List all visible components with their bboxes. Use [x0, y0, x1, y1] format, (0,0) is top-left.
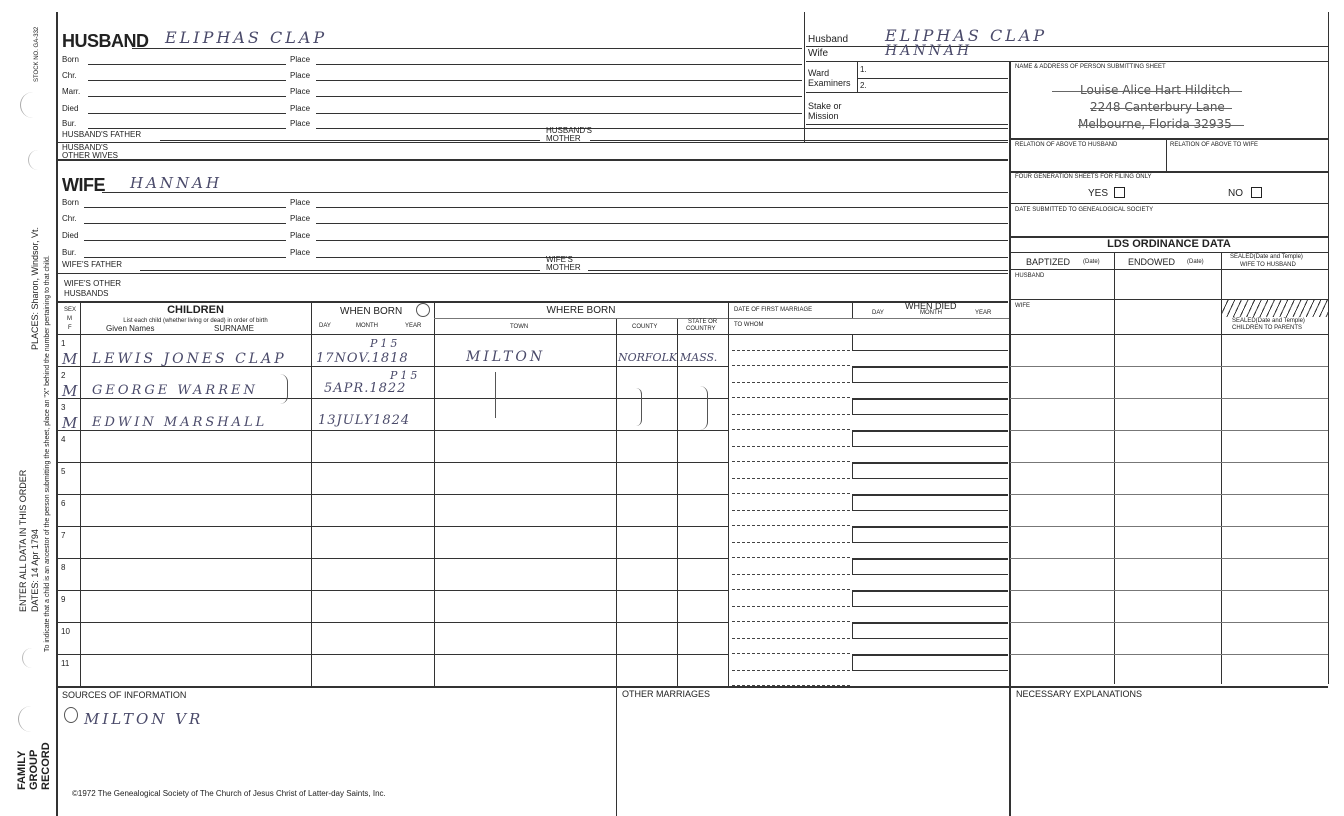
row-divider: [1010, 526, 1328, 527]
died-box-edge: [852, 367, 853, 383]
child-number: 1: [61, 339, 66, 348]
footer-divider: [616, 686, 617, 816]
child-1-name[interactable]: LEWIS JONES CLAP: [92, 351, 287, 367]
child-1-county[interactable]: NORFOLK: [618, 351, 678, 364]
marriage-date-line: [732, 414, 850, 415]
died-date-line: [852, 638, 1008, 639]
row-divider: [58, 526, 728, 527]
divider: [806, 124, 1008, 125]
divider: [1010, 138, 1328, 140]
place-line: [316, 96, 802, 97]
wife-name-value[interactable]: HANNAH: [130, 174, 223, 192]
relation-wife-label: RELATION OF ABOVE TO WIFE: [1170, 142, 1259, 148]
places-note: PLACES: Sharon, Windsor, Vt.: [30, 226, 40, 350]
wife-father-label: WIFE'S FATHER: [62, 260, 123, 269]
when-born-label: WHEN BORN: [340, 306, 403, 317]
header-wife-label: Wife: [808, 48, 828, 59]
date-line: [88, 128, 286, 129]
sex-label: SEX: [64, 307, 77, 313]
wife-heading: WIFE: [62, 175, 105, 195]
husband-other-wives-label-1: HUSBAND'S: [62, 143, 108, 152]
husband-father-line: [160, 140, 540, 141]
baptized-date-label: (Date): [1083, 259, 1100, 265]
strike-through: [1090, 108, 1232, 109]
column-divider: [728, 302, 729, 688]
submitter-line-1[interactable]: Louise Alice Hart Hilditch: [1080, 83, 1231, 97]
wife-died-label: Died: [62, 231, 79, 240]
copyright: ©1972 The Genealogical Society of The Church of Jesus Christ of Latter-day Saints, Inc.: [72, 789, 386, 798]
place-label: Place: [290, 248, 311, 257]
row-divider: [852, 366, 1008, 368]
died-date-line: [852, 670, 1008, 671]
other-marriages-label: OTHER MARRIAGES: [622, 689, 711, 699]
born-year-label: YEAR: [405, 323, 422, 329]
died-day-label: DAY: [872, 310, 884, 316]
divider: [1010, 252, 1328, 253]
state-label-2: COUNTRY: [686, 326, 716, 332]
row-divider: [852, 494, 1008, 496]
sealed-children-label-2: CHILDREN TO PARENTS: [1232, 325, 1303, 331]
child-number: 4: [61, 435, 66, 444]
divider: [806, 61, 1328, 62]
date-line: [88, 64, 286, 65]
died-box-edge: [852, 399, 853, 415]
place-line: [316, 257, 1008, 258]
husband-heading: HUSBAND: [62, 31, 149, 51]
stock-number: STOCK NO. GA-332: [34, 26, 40, 82]
child-number: 5: [61, 467, 66, 476]
wife-mother-label-2: MOTHER: [546, 263, 581, 272]
ditto-mark: [280, 374, 288, 404]
submitter-label: NAME & ADDRESS OF PERSON SUBMITTING SHEET: [1015, 64, 1166, 70]
divider: [58, 159, 1008, 161]
husband-died-label: Died: [62, 104, 79, 113]
place-line: [316, 80, 802, 81]
row-divider: [852, 558, 1008, 560]
child-number: 3: [61, 403, 66, 412]
died-month-label: MONTH: [920, 310, 942, 316]
died-box-edge: [852, 495, 853, 511]
children-list-note: List each child (whether living or dead) in order of birth: [123, 318, 268, 324]
right-column-border: [1009, 62, 1011, 816]
died-date-line: [852, 606, 1008, 607]
child-2-born[interactable]: 5APR.1822: [324, 381, 407, 396]
marriage-date-line: [732, 670, 850, 671]
ditto-mark: [490, 372, 496, 418]
row-divider: [852, 398, 1008, 400]
enter-all-note: ENTER ALL DATA IN THIS ORDER: [18, 469, 28, 612]
spouse-line: [732, 525, 850, 526]
husband-father-label: HUSBAND'S FATHER: [62, 130, 142, 139]
place-label: Place: [290, 55, 311, 64]
row-divider: [852, 654, 1008, 656]
child-2-name[interactable]: GEORGE WARREN: [92, 383, 258, 398]
endowed-date-label: (Date): [1187, 259, 1204, 265]
died-box-edge: [852, 463, 853, 479]
child-number: 10: [61, 627, 70, 636]
divider: [434, 318, 728, 319]
spouse-line: [732, 621, 850, 622]
four-gen-label: FOUR GENERATION SHEETS FOR FILING ONLY: [1015, 174, 1152, 180]
wife-mother-label-1: WIFE'S: [546, 255, 573, 264]
wife-chr-label: Chr.: [62, 214, 77, 223]
child-1-sex[interactable]: M: [62, 350, 81, 368]
endowed-label: ENDOWED: [1128, 257, 1175, 267]
given-names-label: Given Names: [106, 324, 155, 333]
place-label: Place: [290, 231, 311, 240]
submitter-line-3[interactable]: Melbourne, Florida 32935: [1078, 117, 1232, 131]
died-box-edge: [852, 623, 853, 639]
column-divider: [311, 302, 312, 688]
place-label: Place: [290, 87, 311, 96]
wife-bur-label: Bur.: [62, 248, 77, 257]
divider: [58, 334, 1328, 335]
died-date-line: [852, 478, 1008, 479]
divider: [58, 142, 1008, 143]
strike-through: [1052, 91, 1242, 92]
date-line: [84, 257, 286, 258]
place-label: Place: [290, 119, 311, 128]
form-title-3: RECORD: [40, 742, 52, 790]
marriage-date-line: [732, 478, 850, 479]
relation-husband-label: RELATION OF ABOVE TO HUSBAND: [1015, 142, 1118, 148]
dates-note: DATES: 14 Apr 1794: [30, 529, 40, 612]
marriage-date-line: [732, 510, 850, 511]
husband-marr-label: Marr.: [62, 87, 81, 96]
when-died-label: WHEN DIED: [905, 301, 957, 311]
spouse-line: [732, 429, 850, 430]
county-label: COUNTY: [632, 324, 658, 330]
sealed-wife-label-1: SEALED(Date and Temple): [1230, 254, 1303, 260]
children-heading: CHILDREN: [167, 304, 224, 316]
sealed-wife-label-2: WIFE TO HUSBAND: [1240, 262, 1296, 268]
place-line: [316, 64, 802, 65]
date-line: [88, 113, 286, 114]
column-divider: [852, 302, 853, 319]
row-divider: [58, 558, 728, 559]
column-divider: [616, 318, 617, 688]
binder-hole-mark: [22, 648, 32, 668]
strike-through: [1078, 125, 1244, 126]
yes-label: YES: [1088, 188, 1109, 199]
header-husband-value[interactable]: ELIPHAS CLAP: [885, 26, 1048, 45]
column-divider: [434, 302, 435, 688]
row-divider: [1010, 398, 1328, 399]
child-number: 11: [61, 659, 70, 668]
circle-mark: [64, 707, 78, 723]
row-divider: [58, 622, 728, 623]
place-label: Place: [290, 71, 311, 80]
lds-column-divider: [1114, 252, 1115, 684]
row-divider: [1010, 462, 1328, 463]
row-divider: [1010, 654, 1328, 655]
examiner-1: 1.: [860, 65, 867, 74]
child-1-town[interactable]: MILTON: [466, 349, 546, 365]
necessary-explanations-label: NECESSARY EXPLANATIONS: [1016, 689, 1143, 699]
place-line: [316, 128, 1008, 129]
first-marriage-label: DATE OF FIRST MARRIAGE: [734, 307, 813, 313]
husband-other-wives-label-2: OTHER WIVES: [62, 151, 119, 160]
child-1-state[interactable]: MASS.: [680, 351, 718, 364]
husband-bur-label: Bur.: [62, 119, 77, 128]
husband-name-value[interactable]: ELIPHAS CLAP: [165, 28, 328, 47]
row-divider: [1010, 590, 1328, 591]
marriage-date-line: [732, 446, 850, 447]
sealed-children-label-1: SEALED(Date and Temple): [1232, 318, 1305, 324]
died-date-line: [852, 542, 1008, 543]
child-number: 2: [61, 371, 66, 380]
spouse-line: [732, 557, 850, 558]
column-divider: [677, 318, 678, 688]
wife-born-label: Born: [62, 198, 79, 207]
surname-label: SURNAME: [214, 324, 255, 333]
row-divider: [1010, 366, 1328, 367]
husband-mother-label-1: HUSBAND'S: [546, 126, 592, 135]
child-number: 6: [61, 499, 66, 508]
marriage-date-line: [732, 382, 850, 383]
husband-born-label: Born: [62, 55, 79, 64]
lds-husband-label: HUSBAND: [1015, 273, 1045, 279]
row-divider: [852, 622, 1008, 624]
row-divider: [1010, 494, 1328, 495]
divider: [1166, 139, 1167, 171]
died-box-edge: [852, 591, 853, 607]
row-divider: [58, 398, 728, 399]
row-divider: [58, 462, 728, 463]
marriage-date-line: [732, 542, 850, 543]
binder-hole-mark: [28, 150, 38, 170]
divider: [58, 273, 1008, 274]
child-number: 7: [61, 531, 66, 540]
died-box-edge: [852, 431, 853, 447]
divider: [858, 78, 1008, 79]
child-2-sex[interactable]: M: [62, 382, 81, 400]
child-1-born[interactable]: 17NOV.1818: [316, 351, 409, 366]
child-3-name[interactable]: EDWIN MARSHALL: [92, 415, 268, 430]
died-box-edge: [852, 559, 853, 575]
place-label: Place: [290, 104, 311, 113]
binder-hole-mark: [20, 92, 34, 118]
place-label: Place: [290, 198, 311, 207]
spouse-line: [732, 365, 850, 366]
died-box-edge: [852, 655, 853, 671]
wife-other-husbands-label-1: WIFE'S OTHER: [64, 279, 122, 288]
wife-other-husbands-label-2: HUSBANDS: [64, 289, 109, 298]
child-number: 8: [61, 563, 66, 572]
header-wife-value[interactable]: HANNAH: [885, 43, 973, 59]
born-day-label: DAY: [319, 323, 331, 329]
divider: [806, 92, 1008, 93]
examiner-2: 2.: [860, 81, 867, 90]
row-divider: [1010, 558, 1328, 559]
husband-mother-label-2: MOTHER: [546, 134, 581, 143]
husband-chr-label: Chr.: [62, 71, 77, 80]
row-divider: [58, 494, 728, 495]
row-divider: [58, 590, 728, 591]
died-date-line: [852, 414, 1008, 415]
row-divider: [58, 654, 728, 655]
child-2-born-note[interactable]: P15: [390, 369, 421, 382]
wife-mother-line: [588, 270, 1008, 271]
date-submitted-label: DATE SUBMITTED TO GENEALOGICAL SOCIETY: [1015, 207, 1154, 213]
no-checkbox[interactable]: [1251, 187, 1262, 198]
yes-checkbox[interactable]: [1114, 187, 1125, 198]
born-month-label: MONTH: [356, 323, 378, 329]
lds-title: LDS ORDINANCE DATA: [1107, 238, 1231, 250]
child-1-born-note[interactable]: P15: [370, 337, 401, 350]
divider: [857, 62, 858, 92]
lds-wife-label: WIFE: [1015, 303, 1030, 309]
child-number: 9: [61, 595, 66, 604]
sex-m-label: M: [67, 316, 72, 322]
place-line: [316, 240, 1008, 241]
sex-f-label: F: [68, 325, 72, 331]
died-date-line: [852, 446, 1008, 447]
form-title-2: GROUP: [28, 749, 40, 790]
wife-father-line: [140, 270, 540, 271]
where-born-label: WHERE BORN: [546, 305, 616, 316]
form-left-border: [56, 12, 58, 816]
marriage-date-line: [732, 606, 850, 607]
submitter-line-2[interactable]: 2248 Canterbury Lane: [1090, 100, 1225, 114]
place-label: Place: [290, 214, 311, 223]
husband-mother-line: [590, 140, 1008, 141]
header-right-divider: [804, 12, 805, 142]
spouse-line: [732, 397, 850, 398]
divider: [58, 686, 1328, 688]
ward-label: Ward: [808, 68, 830, 78]
died-date-line: [852, 350, 1008, 351]
wife-name-line: [102, 192, 1008, 193]
marriage-date-line: [732, 638, 850, 639]
stake-label-2: Mission: [808, 111, 839, 121]
form-right-border: [1328, 12, 1329, 684]
divider: [1010, 269, 1328, 270]
form-title-1: FAMILY: [16, 750, 28, 790]
row-divider: [852, 526, 1008, 528]
divider: [1010, 171, 1328, 173]
row-divider: [852, 590, 1008, 592]
no-label: NO: [1228, 188, 1243, 199]
sources-label: SOURCES OF INFORMATION: [62, 690, 187, 700]
place-line: [316, 223, 1008, 224]
ancestor-instruction: To indicate that a child is an ancestor of the person submitting the sheet, place an "X" behind the number pertaining to that child.: [44, 255, 51, 652]
row-divider: [1010, 430, 1328, 431]
row-divider: [1010, 622, 1328, 623]
row-divider: [852, 430, 1008, 432]
child-3-born[interactable]: 13JULY1824: [318, 413, 411, 428]
divider: [58, 301, 1008, 303]
state-label-1: STATE OR: [688, 319, 718, 325]
spouse-line: [732, 461, 850, 462]
died-year-label: YEAR: [975, 310, 992, 316]
marriage-date-line: [732, 574, 850, 575]
examiners-label: Examiners: [808, 78, 851, 88]
binder-hole-mark: [18, 706, 32, 732]
place-line: [316, 207, 1008, 208]
town-label: TOWN: [510, 324, 529, 330]
date-line: [84, 207, 286, 208]
died-date-line: [852, 574, 1008, 575]
spouse-line: [732, 653, 850, 654]
circle-mark: [416, 303, 430, 317]
row-divider: [852, 462, 1008, 464]
child-3-sex[interactable]: M: [62, 414, 81, 432]
stake-label-1: Stake or: [808, 101, 842, 111]
ditto-mark: [700, 386, 708, 430]
hatched-area: [1222, 300, 1328, 317]
divider: [729, 318, 1009, 319]
baptized-label: BAPTIZED: [1026, 257, 1071, 267]
date-line: [88, 80, 286, 81]
died-date-line: [852, 510, 1008, 511]
died-date-line: [852, 382, 1008, 383]
spouse-line: [732, 589, 850, 590]
row-divider: [58, 430, 728, 431]
died-box-edge: [852, 335, 853, 351]
sources-value[interactable]: MILTON VR: [84, 710, 204, 728]
to-whom-label: TO WHOM: [734, 322, 764, 328]
husband-name-line: [132, 48, 802, 49]
place-line: [316, 113, 802, 114]
date-line: [84, 223, 286, 224]
header-husband-label: Husband: [808, 34, 849, 45]
date-line: [84, 240, 286, 241]
date-line: [88, 96, 286, 97]
spouse-line: [732, 493, 850, 494]
divider: [1010, 203, 1328, 204]
died-box-edge: [852, 527, 853, 543]
marriage-date-line: [732, 350, 850, 351]
ditto-mark: [636, 388, 642, 426]
